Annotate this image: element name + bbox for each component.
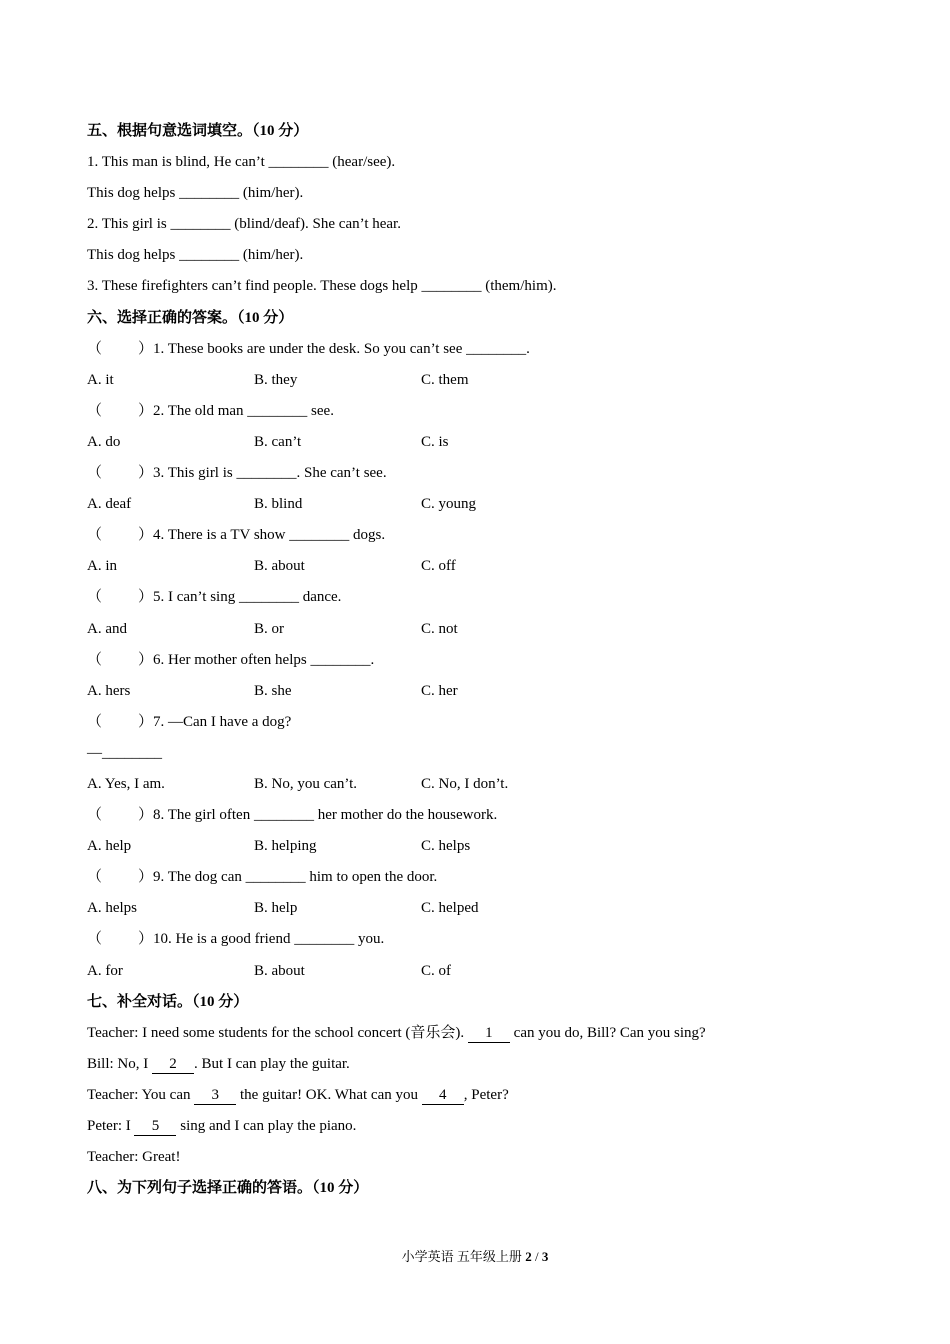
option-b: B. they <box>254 371 298 388</box>
footer-label: 小学英语 五年级上册 <box>401 1249 526 1264</box>
option-a: A. deaf <box>87 496 132 513</box>
question-9: （ ）9. The dog can ________ him to open the door. <box>87 862 867 893</box>
option-c: C. No, I don’t. <box>421 775 509 792</box>
option-c: C. is <box>421 433 449 450</box>
option-a: A. helps <box>87 900 137 917</box>
question-2: （ ）2. The old man ________ see. <box>87 396 867 427</box>
dialogue-line-5: Teacher: Great! <box>87 1149 181 1166</box>
question-3-options <box>87 489 867 520</box>
question-3: （ ）3. This girl is ________. She can’t see. <box>87 458 867 489</box>
option-b: B. help <box>254 900 298 917</box>
section-5-line: 2. This girl is ________ (blind/deaf). She can’t hear. <box>87 216 401 233</box>
blank-4: 4 <box>422 1086 464 1105</box>
option-b: B. or <box>254 620 284 637</box>
option-a: A. it <box>87 371 114 388</box>
option-a: A. in <box>87 558 117 575</box>
blank-2: 2 <box>152 1055 194 1074</box>
dialogue-line-2: Bill: No, I 2 . But I can play the guitar. <box>87 1055 350 1072</box>
answer-blank: （ ） <box>87 931 154 948</box>
section-7-heading: 七、补全对话。（10 分） <box>87 993 249 1010</box>
question-10: （ ）10. He is a good friend ________ you. <box>87 924 867 955</box>
worksheet-page <box>87 116 867 1204</box>
question-4: （ ）4. There is a TV show ________ dogs. <box>87 520 867 551</box>
question-4-options <box>87 551 867 582</box>
question-1: （ ）1. These books are under the desk. So you can’t see ________. <box>87 334 867 365</box>
answer-blank: （ ） <box>87 402 154 419</box>
section-5-line: 1. This man is blind, He can’t ________ (hear/see). <box>87 154 396 171</box>
section-8-heading: 八、为下列句子选择正确的答语。（10 分） <box>87 1180 369 1197</box>
question-6: （ ）6. Her mother often helps ________. <box>87 645 867 676</box>
answer-blank: （ ） <box>87 807 154 824</box>
question-8-options <box>87 831 867 862</box>
page-separator: / <box>531 1249 542 1264</box>
question-8: （ ）8. The girl often ________ her mother do the housework. <box>87 800 867 831</box>
question-2-options <box>87 427 867 458</box>
question-7-response-blank: —________ <box>87 744 162 761</box>
question-1-options <box>87 365 867 396</box>
blank-1: 1 <box>468 1024 510 1043</box>
dialogue-line-3: Teacher: You can 3 the guitar! OK. What can you 4 , Peter? <box>87 1086 509 1103</box>
option-b: B. helping <box>254 838 317 855</box>
dialogue-line-1: Teacher: I need some students for the school concert (音乐会). 1 can you do, Bill? Can you sing? <box>87 1024 706 1041</box>
option-c: C. of <box>421 962 451 979</box>
question-7: （ ）7. —Can I have a dog? <box>87 707 867 738</box>
section-5-line: This dog helps ________ (him/her). <box>87 247 304 264</box>
question-5: （ ）5. I can’t sing ________ dance. <box>87 582 867 613</box>
dialogue-line-4: Peter: I 5 sing and I can play the piano. <box>87 1118 357 1134</box>
blank-3: 3 <box>194 1086 236 1105</box>
answer-blank: （ ） <box>87 713 154 730</box>
question-10-options <box>87 956 867 987</box>
option-c: C. them <box>421 371 469 388</box>
option-c: C. young <box>421 496 477 513</box>
option-c: C. helps <box>421 838 471 855</box>
option-a: A. for <box>87 962 123 979</box>
section-5-line: This dog helps ________ (him/her). <box>87 185 304 202</box>
page-total: 3 <box>541 1249 549 1264</box>
section-5-heading: 五、根据句意选词填空。（10 分） <box>87 123 309 139</box>
option-b: B. about <box>254 962 305 979</box>
option-a: A. do <box>87 433 121 450</box>
page-footer <box>0 1246 950 1265</box>
option-a: A. hers <box>87 682 131 699</box>
answer-blank: （ ） <box>87 589 154 606</box>
option-c: C. off <box>421 558 456 575</box>
option-b: B. she <box>254 682 292 699</box>
option-a: A. and <box>87 620 127 637</box>
option-a: A. Yes, I am. <box>87 775 165 792</box>
option-b: B. can’t <box>254 433 302 450</box>
answer-blank: （ ） <box>87 465 154 482</box>
option-b: B. No, you can’t. <box>254 775 358 792</box>
section-5-line: 3. These firefighters can’t find people. These dogs help ________ (them/him). <box>87 278 557 295</box>
question-5-options <box>87 614 867 645</box>
answer-blank: （ ） <box>87 651 154 668</box>
option-a: A. help <box>87 838 132 855</box>
answer-blank: （ ） <box>87 869 154 886</box>
option-c: C. her <box>421 682 458 699</box>
answer-blank: （ ） <box>87 340 154 357</box>
option-c: C. helped <box>421 900 479 917</box>
page-number: 2 <box>525 1249 532 1264</box>
section-6-heading: 六、选择正确的答案。（10 分） <box>87 309 294 326</box>
question-7-options <box>87 769 867 800</box>
question-9-options <box>87 893 867 924</box>
answer-blank: （ ） <box>87 527 154 544</box>
option-c: C. not <box>421 620 458 637</box>
option-b: B. about <box>254 558 305 575</box>
question-6-options <box>87 676 867 707</box>
blank-5: 5 <box>134 1117 176 1136</box>
option-b: B. blind <box>254 496 303 513</box>
